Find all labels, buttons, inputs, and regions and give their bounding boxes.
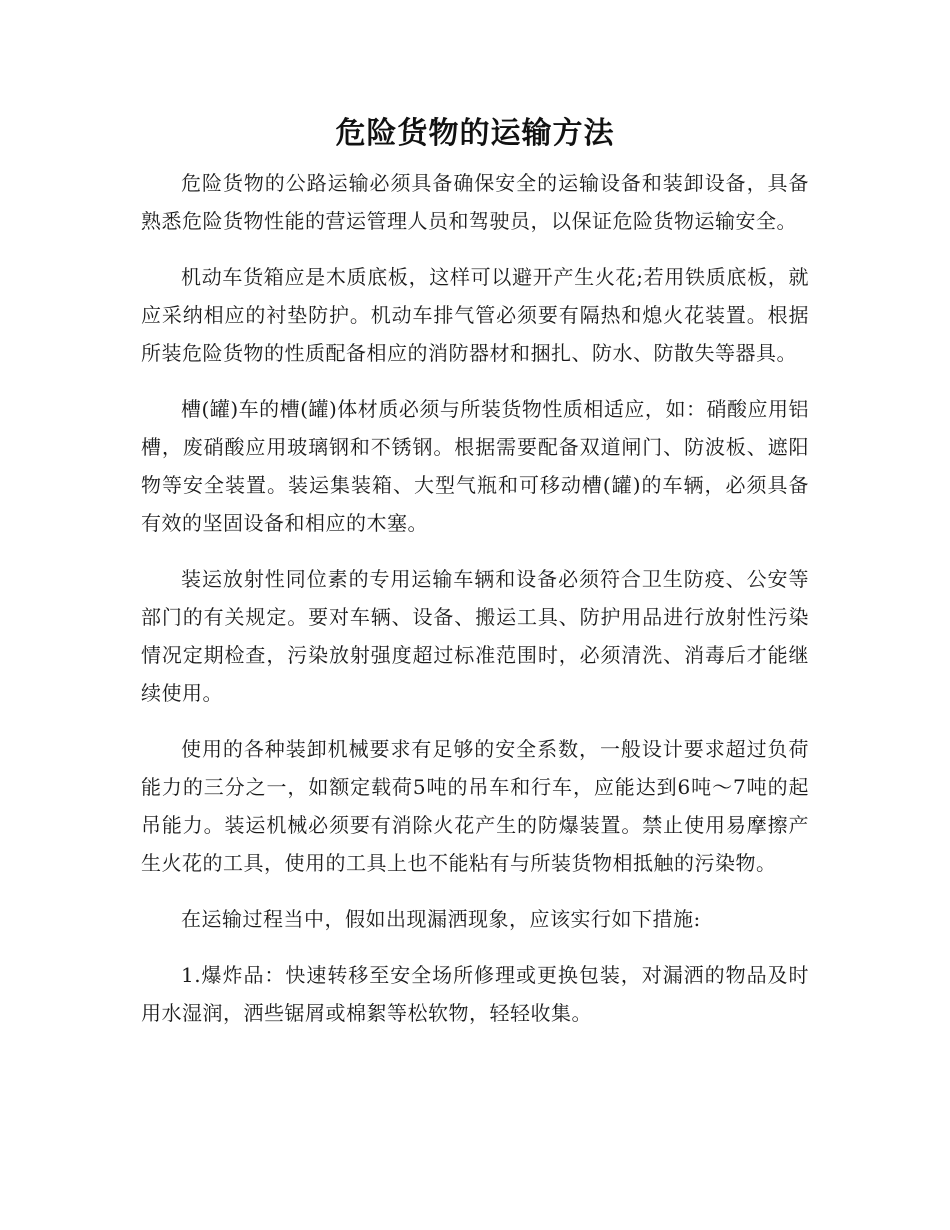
paragraph-5: 使用的各种装卸机械要求有足够的安全系数，一般设计要求超过负荷能力的三分之一，如额定载荷5吨的吊车和行车，应能达到6吨～7吨的起吊能力。装运机械必须要有消除火花产生的防爆装置。禁止使用易摩擦产生火花的工具，使用的工具上也不能粘有与所装货物相抵触的污染物。 (141, 737, 809, 875)
document-title: 危险货物的运输方法 (335, 116, 615, 151)
paragraph-7: 1.爆炸品：快速转移至安全场所修理或更换包装，对漏洒的物品及时用水湿润，洒些锯屑或棉絮等松软物，轻轻收集。 (141, 963, 809, 1025)
paragraph-4: 装运放射性同位素的专用运输车辆和设备必须符合卫生防疫、公安等部门的有关规定。要对车辆、设备、搬运工具、防护用品进行放射性污染情况定期检查，污染放射强度超过标准范围时，必须清洗、消毒后才能继续使用。 (141, 567, 809, 705)
paragraph-1: 危险货物的公路运输必须具备确保安全的运输设备和装卸设备，具备熟悉危险货物性能的营运管理人员和驾驶员，以保证危险货物运输安全。 (141, 171, 809, 233)
document-body (141, 110, 809, 1050)
paragraph-2: 机动车货箱应是木质底板，这样可以避开产生火花;若用铁质底板，就应采纳相应的衬垫防护。机动车排气管必须要有隔热和熄火花装置。根据所装危险货物的性质配备相应的消防器材和捆扎、防水、防散失等器具。 (141, 265, 809, 365)
paragraph-6: 在运输过程当中，假如出现漏洒现象，应该实行如下措施: (181, 907, 701, 931)
paragraph-3: 槽(罐)车的槽(罐)体材质必须与所装货物性质相适应，如：硝酸应用铝槽，废硝酸应用玻璃钢和不锈钢。根据需要配备双道闸门、防波板、遮阳物等安全装置。装运集装箱、大型气瓶和可移动槽(罐)的车辆，必须具备有效的坚固设备和相应的木塞。 (141, 397, 809, 535)
